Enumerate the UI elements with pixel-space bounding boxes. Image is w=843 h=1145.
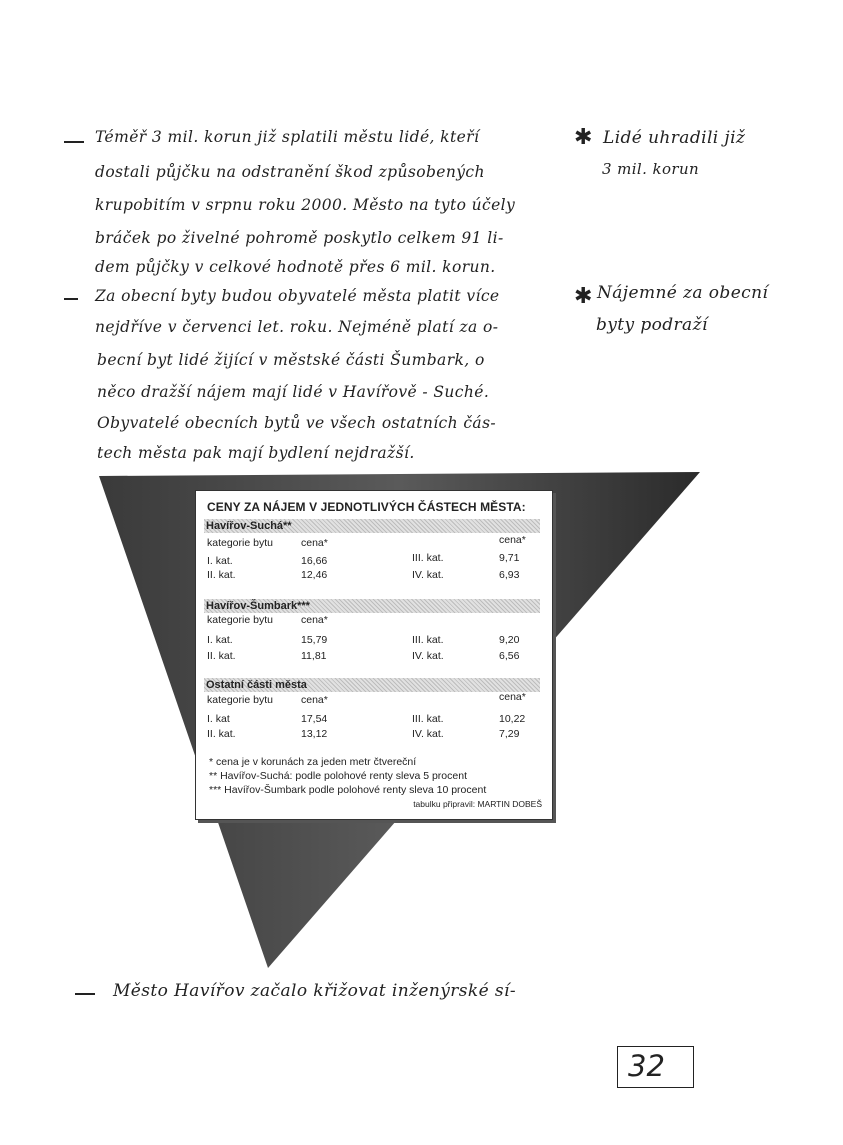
table-row: II. kat. 11,81 IV. kat. 6,56 [207,650,520,662]
table-row: II. kat. 13,12 IV. kat. 7,29 [207,728,520,740]
note-3-dash [75,993,95,995]
note-1-margin-star: ✱ [574,125,593,150]
note-1-line-1: Téměř 3 mil. korun již splatili městu lidé, kteří [95,128,480,146]
note-2-line-1: Za obecní byty budou obyvatelé města platit více [95,287,500,305]
table-row: II. kat. 12,46 IV. kat. 6,93 [207,569,520,581]
footnote-1: * cena je v korunách za jeden metr čtvereční [209,756,417,768]
table-row: I. kat. 16,66 III. kat. 9,71 [207,552,520,567]
note-1-line-5: dem půjčky v celkové hodnotě přes 6 mil. korun. [95,258,496,276]
note-2-dash [64,298,78,300]
table-row: I. kat 17,54 III. kat. 10,22 [207,713,526,725]
note-2-line-6: tech města pak mají bydlení nejdražší. [97,444,415,462]
note-1-margin-line-2: 3 mil. korun [602,160,700,178]
col-category-header: kategorie bytu [207,614,273,626]
col-category-header: kategorie bytu [207,694,273,706]
note-1-line-2: dostali půjčku na odstranění škod způsobených [95,163,485,181]
section-šumbark [204,599,540,662]
note-1-margin-line-1: Lidé uhradili již [603,128,746,148]
page-number: 32 [628,1049,665,1083]
note-3-line-1: Město Havířov začalo křižovat inženýrské sí- [113,981,516,1001]
section-title: Ostatní části města [204,678,540,692]
section-title: Havířov-Suchá** [204,519,540,533]
note-2-margin-line-1: Nájemné za obecní [597,283,769,303]
section-suchá [204,519,540,581]
note-2-line-2: nejdříve v červenci let. roku. Nejméně platí za o- [95,318,499,336]
table-row: I. kat. 15,79 III. kat. 9,20 [207,634,520,646]
footnote-2: ** Havířov-Suchá: podle polohové renty sleva 5 procent [209,770,467,782]
note-2-line-3: becní byt lidé žijící v městské části Šumbark, o [97,351,485,369]
footnote-3: *** Havířov-Šumbark podle polohové renty sleva 10 procent [209,784,487,796]
note-2-margin-line-2: byty podraží [596,315,708,335]
note-1-line-3: krupobitím v srpnu roku 2000. Město na tyto účely [95,196,516,214]
table-credit: tabulku připravil: MARTIN DOBEŠ [413,799,542,809]
col-price-header-2: cena* [499,691,526,703]
note-2-line-5: Obyvatelé obecních bytů ve všech ostatních čás- [97,414,497,432]
table-title: CENY ZA NÁJEM V JEDNOTLIVÝCH ČÁSTECH MĚSTA: [207,500,526,514]
col-price-header: cena* [301,614,328,626]
note-2-margin-star: ✱ [574,284,593,309]
note-1-dash [64,141,84,143]
col-price-header-2: cena* [499,534,526,546]
note-1-line-4: bráček po živelné pohromě poskytlo celkem 91 li- [95,229,504,247]
col-price-header: cena* [301,537,328,549]
note-2-line-4: něco dražší nájem mají lidé v Havířově - Suché. [97,383,490,401]
col-category-header: kategorie bytu [207,537,273,549]
price-table [195,490,553,820]
section-title: Havířov-Šumbark*** [204,599,540,613]
section-ostatní [204,678,540,740]
col-price-header: cena* [301,694,328,706]
